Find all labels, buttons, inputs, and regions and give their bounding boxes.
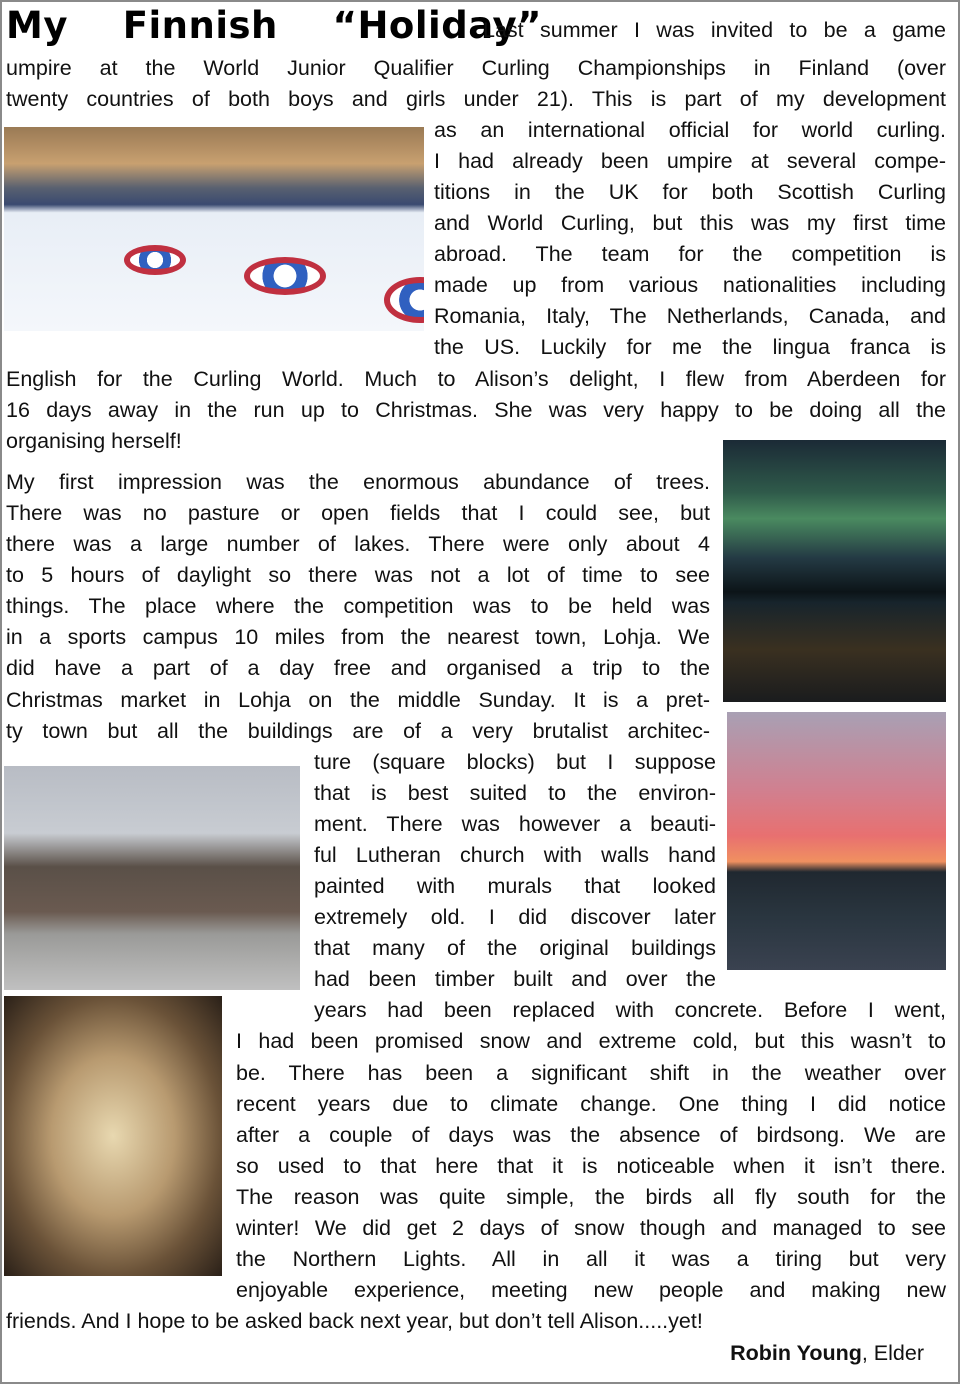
text-line: so used to that here that it is noticeable when it isn’t there. xyxy=(236,1153,946,1178)
text-line: 16 days away in the run up to Christmas. She was very happy to be doing all the xyxy=(6,398,946,422)
text-line: after a couple of days was the absence of birdsong. We are xyxy=(236,1122,946,1147)
text-line: ful Lutheran church with walls hand xyxy=(314,842,716,867)
text-line: had been timber built and over the xyxy=(314,967,716,992)
text-line: painted with murals that looked xyxy=(314,874,716,899)
signature xyxy=(730,1338,924,1369)
text-line: ty town but all the buildings are of a very brutalist architec- xyxy=(6,718,710,743)
text-line: that many of the original buildings xyxy=(314,936,716,961)
text-line: umpire at the World Junior Qualifier Curling Championships in Finland (over xyxy=(6,56,946,80)
text-line: ment. There was however a beauti- xyxy=(314,811,716,836)
photo-curling-rink xyxy=(4,127,424,331)
text-line: that is best suited to the environ- xyxy=(314,780,716,805)
text-line: be. There has been a significant shift in the weather over xyxy=(236,1060,946,1085)
text-line: My first impression was the enormous abundance of trees. xyxy=(6,470,710,494)
text-line: the US. Luckily for me the lingua franca is xyxy=(434,335,946,359)
text-line: There was no pasture or open fields that I could see, but xyxy=(6,501,710,526)
text-line: titions in the UK for both Scottish Curling xyxy=(434,180,946,204)
text-line: there was a large number of lakes. There were only about 4 xyxy=(6,532,710,557)
text-line: recent years due to climate change. One thing I did notice xyxy=(236,1091,946,1116)
photo-church-exterior xyxy=(4,766,300,990)
text-line: twenty countries of both boys and girls under 21). This is part of my development xyxy=(6,87,946,111)
article-title: My Finnish “Holiday” xyxy=(6,4,542,47)
text-line: the Northern Lights. All in all it was a tiring but very xyxy=(236,1247,946,1271)
author-role: , Elder xyxy=(861,1341,924,1365)
photo-sunset xyxy=(727,712,946,970)
text-line: organising herself! xyxy=(6,429,182,453)
text-line: ture (square blocks) but I suppose xyxy=(314,749,716,774)
text-line: English for the Curling World. Much to Alison’s delight, I flew from Aberdeen for xyxy=(6,367,946,391)
text-line: Christmas market in Lohja on the middle Sunday. It is a pret- xyxy=(6,687,710,712)
text-line: did have a part of a day free and organised a trip to the xyxy=(6,656,710,681)
text-line: extremely old. I did discover later xyxy=(314,905,716,930)
text-line: friends. And I hope to be asked back next year, but don’t tell Alison.....yet! xyxy=(6,1309,703,1334)
text-line: The reason was quite simple, the birds all fly south for the xyxy=(236,1184,946,1209)
photo-church-interior xyxy=(4,996,222,1276)
text-line: to 5 hours of daylight so there was not a lot of time to see xyxy=(6,563,710,588)
text-line: made up from various nationalities including xyxy=(434,273,946,297)
text-line: abroad. The team for the competition is xyxy=(434,242,946,266)
author-name: Robin Young xyxy=(730,1341,862,1365)
text-line: Last summer I was invited to be a game xyxy=(483,18,946,42)
text-line: and World Curling, but this was my first time xyxy=(434,211,946,235)
text-line: I had been promised snow and extreme cold, but this wasn’t to xyxy=(236,1029,946,1054)
text-line: as an international official for world curling. xyxy=(434,118,946,142)
text-line: enjoyable experience, meeting new people and making new xyxy=(236,1278,946,1303)
text-line: things. The place where the competition was to be held was xyxy=(6,594,710,619)
text-line: Romania, Italy, The Netherlands, Canada, and xyxy=(434,304,946,328)
text-line: I had already been umpire at several compe- xyxy=(434,149,946,173)
text-line: in a sports campus 10 miles from the nearest town, Lohja. We xyxy=(6,625,710,650)
text-line: years had been replaced with concrete. Before I went, xyxy=(314,998,946,1023)
text-line: winter! We did get 2 days of snow though and managed to see xyxy=(236,1215,946,1240)
photo-northern-lights xyxy=(723,440,946,702)
